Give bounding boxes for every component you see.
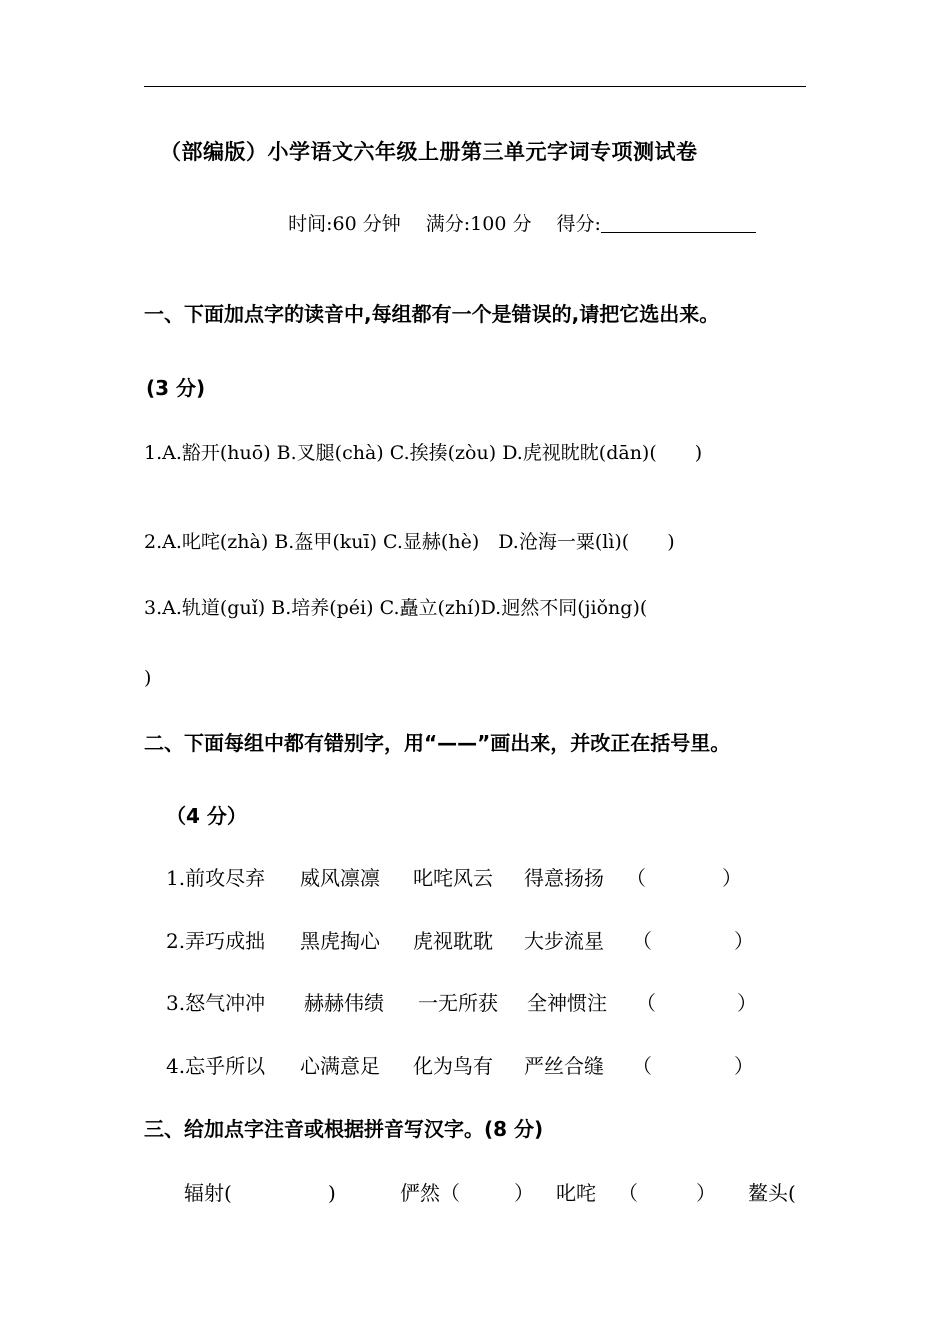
section2-score: （4 分） <box>166 804 247 828</box>
row4-item-4: 严丝合缝 <box>524 1054 604 1078</box>
section1-question-3: 3.A.轨道(guǐ) B.培养(péi) C.矗立(zhí)D.迥然不同(jiǒng)( <box>144 597 648 619</box>
exam-meta <box>276 188 756 236</box>
s3-item-fushe: 辐射( <box>184 1181 232 1205</box>
row4-item-2: 心满意足 <box>300 1054 380 1078</box>
row2-item-3: 虎视耽耽 <box>413 929 493 953</box>
row2-item-1: 2.弄巧成拙 <box>166 929 266 953</box>
section1-heading: 一、下面加点字的读音中,每组都有一个是错误的,请把它选出来。 <box>144 302 720 326</box>
page-title: （部编版）小学语文六年级上册第三单元字词专项测试卷 <box>160 140 698 164</box>
row1-item-2: 威风凛凛 <box>300 866 380 890</box>
s3-item-yanran-close: ） <box>514 1181 534 1205</box>
row2-paren-open: （ <box>632 929 652 953</box>
s3-item-aotou: 鳌头( <box>748 1181 796 1205</box>
section1-question-3-close: ) <box>144 667 152 689</box>
s3-item-fushe-close: ) <box>328 1181 336 1205</box>
row3-item-3: 一无所获 <box>418 991 498 1015</box>
s3-item-yanran: 俨然（ <box>400 1181 460 1205</box>
s3-item-chizha-open: （ <box>618 1181 638 1205</box>
s3-item-chizha: 叱咤 <box>556 1181 596 1205</box>
section3-heading: 三、给加点字注音或根据拼音写汉字。(8 分) <box>144 1117 544 1141</box>
row2-item-2: 黑虎掏心 <box>300 929 380 953</box>
meta-time: 时间:60 分钟 <box>288 213 401 235</box>
row2-paren-close: ） <box>734 929 754 953</box>
row3-paren-close: ） <box>737 991 757 1015</box>
row3-item-1: 3.怒气冲冲 <box>166 991 266 1015</box>
meta-score-label: 得分: <box>556 213 601 235</box>
row1-item-1: 1.前攻尽弃 <box>166 866 266 890</box>
row2-item-4: 大步流星 <box>524 929 604 953</box>
score-blank[interactable] <box>601 214 756 233</box>
top-rule <box>144 86 806 87</box>
section2-heading: 二、下面每组中都有错别字，用“——”画出来，并改正在括号里。 <box>144 731 731 755</box>
row4-item-1: 4.忘乎所以 <box>166 1054 266 1078</box>
meta-full-score: 满分:100 分 <box>425 213 532 235</box>
row1-item-4: 得意扬扬 <box>524 866 604 890</box>
section1-question-1: 1.A.豁开(huō) B.叉腿(chà) C.挨揍(zòu) D.虎视眈眈(dān)( ) <box>144 442 703 464</box>
row3-item-2: 赫赫伟绩 <box>304 991 384 1015</box>
row1-paren-close: ） <box>722 866 742 890</box>
row1-item-3: 叱咤风云 <box>413 866 493 890</box>
row1-paren-open: （ <box>626 866 646 890</box>
row4-paren-close: ） <box>734 1054 754 1078</box>
row4-paren-open: （ <box>632 1054 652 1078</box>
row3-item-4: 全神惯注 <box>527 991 607 1015</box>
s3-item-chizha-close: ） <box>696 1181 716 1205</box>
row3-paren-open: （ <box>636 991 656 1015</box>
row4-item-3: 化为鸟有 <box>413 1054 493 1078</box>
section1-question-2: 2.A.叱咤(zhà) B.盔甲(kuī) C.显赫(hè) D.沧海一粟(lì)( ) <box>144 531 675 553</box>
section1-score: (3 分) <box>146 376 206 400</box>
